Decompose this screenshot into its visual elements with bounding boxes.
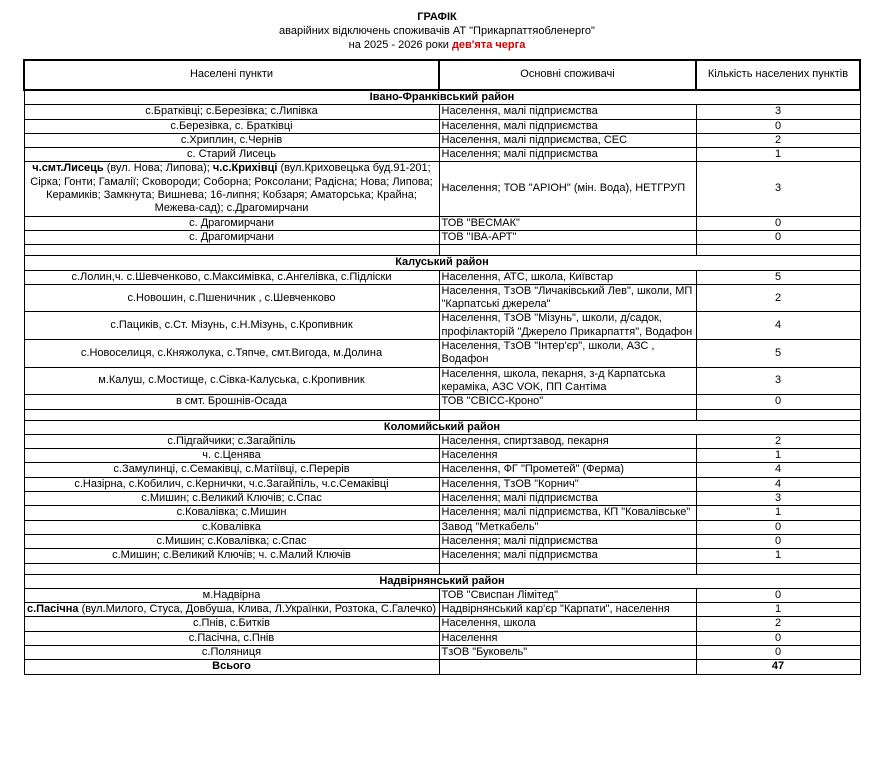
table-row: [24, 434, 860, 448]
count-cell: 2: [696, 434, 860, 448]
empty-cell: [439, 563, 696, 574]
column-header-consumers: Основні споживачі: [439, 60, 696, 90]
settlements-cell: ч.смт.Лисець (вул. Нова; Липова); ч.с.Крихівці (вул.Криховецька буд.91-201; Сірка; Гонти; Гамалії; Сковороди; Соборна; Роксолани; Радісна; Нова; Липова; Керамиків; Замкнута; Вишнева; 16-липня; Кобзаря; Аматорська; Крайна; Межева-сад); с.Драгомирчани: [24, 162, 439, 216]
total-label: Всього: [24, 660, 439, 674]
settlements-cell: с.Назірна, с.Кобилич, с.Кернички, ч.с.Загайпіль, ч.с.Семаківці: [24, 477, 439, 491]
table-row: [24, 588, 860, 602]
table-row: [24, 395, 860, 409]
count-cell: 1: [696, 148, 860, 162]
table-row: [24, 549, 860, 563]
district-header-row: [24, 420, 860, 434]
settlements-cell: с.Ковалівка; с.Мишин: [24, 506, 439, 520]
settlements-cell: с.Мишин; с.Великий Ключів; с.Спас: [24, 492, 439, 506]
total-empty: [439, 660, 696, 674]
settlements-cell: ч. с.Ценява: [24, 449, 439, 463]
count-cell: 2: [696, 133, 860, 147]
count-cell: 5: [696, 340, 860, 368]
settlements-cell: с.Пасічна, с.Пнів: [24, 631, 439, 645]
table-row: [24, 463, 860, 477]
district-name: Калуський район: [24, 256, 860, 270]
queue-label: дев'ята черга: [451, 39, 526, 51]
table-row: [24, 645, 860, 659]
consumers-cell: Населення; малі підприємства: [439, 534, 696, 548]
consumers-cell: ТОВ "ІВА-АРТ": [439, 230, 696, 244]
count-cell: 1: [696, 549, 860, 563]
empty-cell: [439, 245, 696, 256]
settlements-cell: с.Підгайчики; с.Загайпіль: [24, 434, 439, 448]
count-cell: 0: [696, 230, 860, 244]
settlements-cell: с.Новошин, с.Пшеничник , с.Шевченково: [24, 284, 439, 312]
table-row: [24, 506, 860, 520]
consumers-cell: Населення, школа: [439, 617, 696, 631]
empty-cell: [24, 245, 439, 256]
table-row: [24, 133, 860, 147]
consumers-cell: Населення, ТзОВ "Мізунь", школи, д/садок, профілакторій "Джерело Прикарпаття", Водафон: [439, 312, 696, 340]
district-name: Коломийський район: [24, 420, 860, 434]
consumers-cell: Населення, ТзОВ "Корнич": [439, 477, 696, 491]
empty-cell: [696, 245, 860, 256]
document-header: [0, 0, 874, 52]
document-period: [0, 38, 874, 52]
table-row: [24, 230, 860, 244]
settlements-cell: с.Поляниця: [24, 645, 439, 659]
count-cell: 0: [696, 119, 860, 133]
count-cell: 0: [696, 645, 860, 659]
consumers-cell: Населення: [439, 631, 696, 645]
consumers-cell: Населення, ТзОВ "Інтер'єр", школи, АЗС , Водафон: [439, 340, 696, 368]
empty-cell: [439, 409, 696, 420]
count-cell: 4: [696, 463, 860, 477]
count-cell: 0: [696, 520, 860, 534]
total-row: [24, 660, 860, 674]
table-row: [24, 520, 860, 534]
settlements-cell: с. Драгомирчани: [24, 216, 439, 230]
consumers-cell: Населення, ТзОВ "Личаківський Лев", школи, МП "Карпатські джерела": [439, 284, 696, 312]
consumers-cell: ТОВ "ВЕСМАК": [439, 216, 696, 230]
count-cell: 0: [696, 534, 860, 548]
consumers-cell: Населення: [439, 449, 696, 463]
district-header-row: [24, 256, 860, 270]
consumers-cell: Населення; малі підприємства: [439, 148, 696, 162]
district-header-row: [24, 574, 860, 588]
settlements-cell: м.Надвірна: [24, 588, 439, 602]
empty-cell: [696, 563, 860, 574]
settlements-cell: с.Хриплин, с.Чернів: [24, 133, 439, 147]
table-header-row: [24, 60, 860, 90]
count-cell: 5: [696, 270, 860, 284]
table-row: [24, 603, 860, 617]
count-cell: 4: [696, 312, 860, 340]
table-row: [24, 367, 860, 395]
column-header-settlements: Населені пункти: [24, 60, 439, 90]
document-subtitle: аварійних відключень споживачів АТ "Прикарпаттяобленерго": [279, 25, 595, 37]
table-row: [24, 631, 860, 645]
district-header-row: [24, 90, 860, 105]
count-cell: 0: [696, 588, 860, 602]
settlements-cell: с. Драгомирчани: [24, 230, 439, 244]
spacer-row: [24, 245, 860, 256]
table-row: [24, 284, 860, 312]
settlements-cell: с.Березівка, с. Братківці: [24, 119, 439, 133]
table-row: [24, 492, 860, 506]
table-row: [24, 270, 860, 284]
settlements-cell: с.Мишин; с.Ковалівка; с.Спас: [24, 534, 439, 548]
table-row: [24, 617, 860, 631]
settlements-cell: с.Пнів, с.Битків: [24, 617, 439, 631]
table-row: [24, 477, 860, 491]
consumers-cell: Населення, спиртзавод, пекарня: [439, 434, 696, 448]
consumers-cell: Населення; ТОВ "АРІОН" (мін. Вода), НЕТГРУП: [439, 162, 696, 216]
settlements-cell: в смт. Брошнів-Осада: [24, 395, 439, 409]
table-row: [24, 105, 860, 119]
total-value: 47: [696, 660, 860, 674]
settlements-cell: с.Мишин; с.Великий Ключів; ч. с.Малий Ключів: [24, 549, 439, 563]
consumers-cell: ТзОВ "Буковель": [439, 645, 696, 659]
settlements-cell: с. Старий Лисець: [24, 148, 439, 162]
column-header-count: Кількість населених пунктів: [696, 60, 860, 90]
consumers-cell: Населення, ФГ "Прометей" (Ферма): [439, 463, 696, 477]
consumers-cell: Населення, школа, пекарня, з-д Карпатська кераміка, АЗС VOK, ПП Сантіма: [439, 367, 696, 395]
settlements-cell: с.Новоселиця, с.Княжолука, с.Тяпче, смт.Вигода, м.Долина: [24, 340, 439, 368]
consumers-cell: Населення, малі підприємства: [439, 105, 696, 119]
consumers-cell: Населення; малі підприємства, КП "Ковалівське": [439, 506, 696, 520]
count-cell: 0: [696, 395, 860, 409]
consumers-cell: Населення; малі підприємства: [439, 549, 696, 563]
settlements-cell: м.Калуш, с.Мостище, с.Сівка-Калуська, с.Кропивник: [24, 367, 439, 395]
count-cell: 1: [696, 449, 860, 463]
count-cell: 2: [696, 284, 860, 312]
empty-cell: [24, 409, 439, 420]
consumers-cell: ТОВ "Свиспан Лімітед": [439, 588, 696, 602]
settlements-cell: с.Братківці; с.Березівка; с.Липівка: [24, 105, 439, 119]
consumers-cell: Населення, малі підприємства: [439, 119, 696, 133]
count-cell: 1: [696, 506, 860, 520]
count-cell: 3: [696, 162, 860, 216]
empty-cell: [696, 409, 860, 420]
count-cell: 4: [696, 477, 860, 491]
consumers-cell: ТОВ "СВІСС-Кроно": [439, 395, 696, 409]
table-row: [24, 148, 860, 162]
settlements-cell: с.Замулинці, с.Семаківці, с.Матіївці, с.Перерів: [24, 463, 439, 477]
table-row: [24, 449, 860, 463]
district-name: Надвірнянський район: [24, 574, 860, 588]
spacer-row: [24, 409, 860, 420]
table-body: [24, 90, 860, 674]
count-cell: 0: [696, 216, 860, 230]
table-row: [24, 340, 860, 368]
consumers-cell: Надвірнянський кар'єр "Карпати", населення: [439, 603, 696, 617]
spacer-row: [24, 563, 860, 574]
count-cell: 0: [696, 631, 860, 645]
count-cell: 2: [696, 617, 860, 631]
settlements-cell: с.Пациків, с.Ст. Мізунь, с.Н.Мізунь, с.Кропивник: [24, 312, 439, 340]
settlements-cell: с.Ковалівка: [24, 520, 439, 534]
count-cell: 3: [696, 367, 860, 395]
table-row: [24, 312, 860, 340]
settlements-cell: с.Пасічна (вул.Милого, Стуса, Довбуша, Клива, Л.Українки, Розтока, С.Галечко): [24, 603, 439, 617]
document-title: ГРАФІК: [417, 11, 457, 23]
consumers-cell: Населення; малі підприємства: [439, 492, 696, 506]
settlements-cell: с.Лолин,ч. с.Шевченково, с.Максимівка, с.Ангелівка, с.Підліски: [24, 270, 439, 284]
district-name: Івано-Франківський район: [24, 90, 860, 105]
count-cell: 3: [696, 105, 860, 119]
table-row: [24, 119, 860, 133]
table-row: [24, 162, 860, 216]
empty-cell: [24, 563, 439, 574]
period-text: на 2025 - 2026 роки: [348, 39, 452, 51]
table-row: [24, 534, 860, 548]
consumers-cell: Населення, АТС, школа, Київстар: [439, 270, 696, 284]
table-row: [24, 216, 860, 230]
consumers-cell: Завод "Меткабель": [439, 520, 696, 534]
consumers-cell: Населення, малі підприємства, СЕС: [439, 133, 696, 147]
count-cell: 1: [696, 603, 860, 617]
count-cell: 3: [696, 492, 860, 506]
schedule-table: [23, 59, 861, 675]
